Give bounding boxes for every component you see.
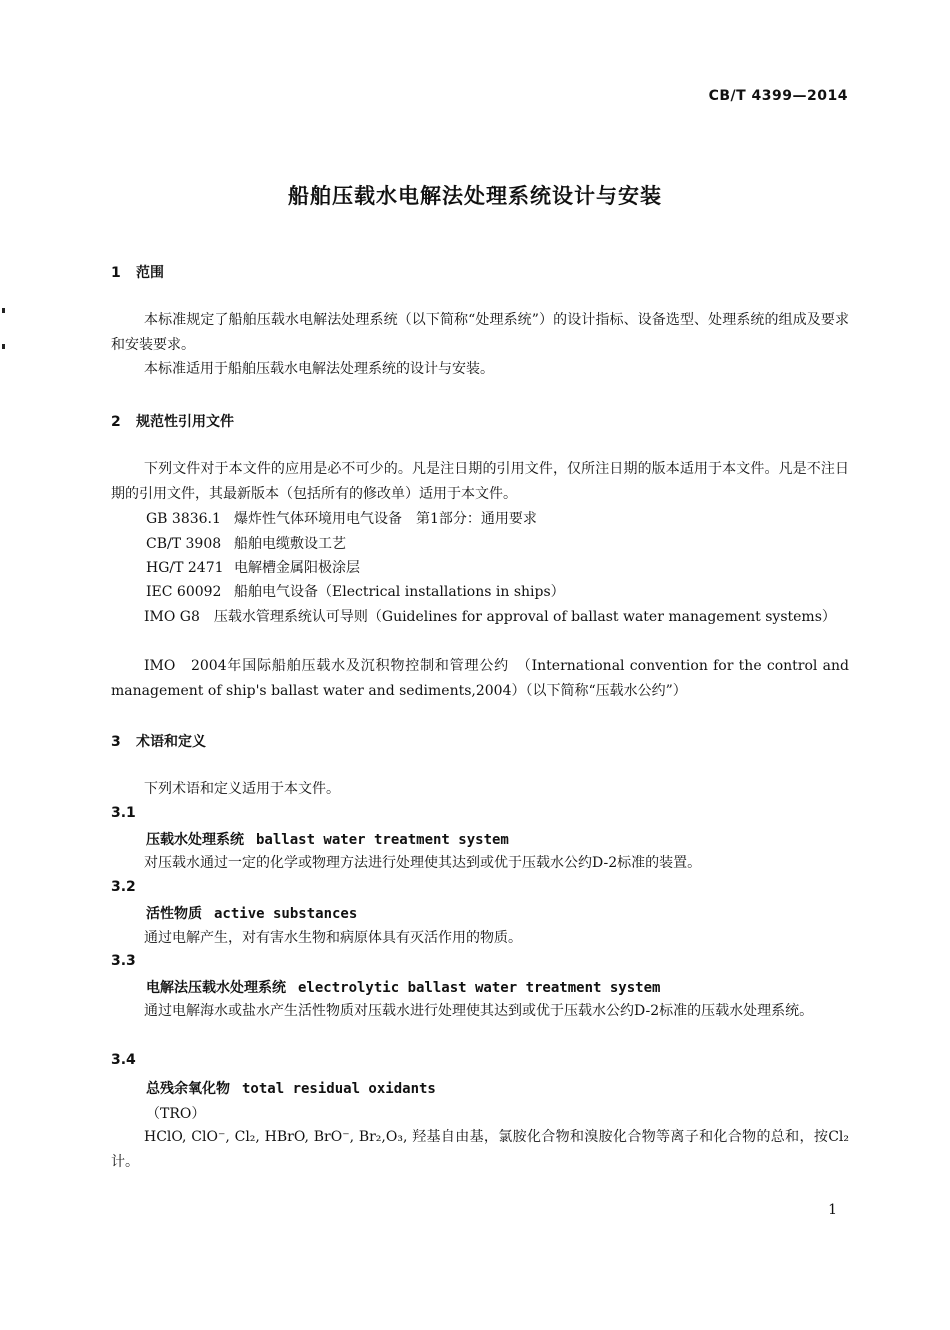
term-abbreviation: （TRO） xyxy=(146,1106,206,1122)
term-en: active substances xyxy=(214,906,358,922)
scope-paragraph-1: 本标准规定了船舶压载水电解法处理系统（以下简称“处理系统”）的设计指标、设备选型、处理系统的组成及要求和安装要求。 xyxy=(111,312,849,353)
term-number: 3.1 xyxy=(111,805,136,821)
reference-item xyxy=(146,557,360,577)
term-en: electrolytic ballast water treatment system xyxy=(298,980,661,996)
term-en: ballast water treatment system xyxy=(256,832,509,848)
term-heading xyxy=(146,829,509,849)
section-3-heading xyxy=(111,731,206,751)
term-number: 3.2 xyxy=(111,879,136,895)
reference-item xyxy=(146,581,565,601)
scope-paragraph-2: 本标准适用于船舶压载水电解法处理系统的设计与安装。 xyxy=(144,361,494,377)
term-number: 3.4 xyxy=(111,1052,136,1068)
term-number: 3.3 xyxy=(111,953,136,969)
term-definition: 对压载水通过一定的化学或物理方法进行处理使其达到或优于压载水公约D-2标准的装置。 xyxy=(144,855,702,871)
reference-code: GB 3836.1 xyxy=(146,511,221,527)
section-title: 范围 xyxy=(136,265,164,281)
page-number: 1 xyxy=(828,1202,837,1218)
term-zh: 活性物质 xyxy=(146,906,202,922)
references-intro: 下列文件对于本文件的应用是必不可少的。凡是注日期的引用文件，仅所注日期的版本适用于本文件。凡是不注日期的引用文件，其最新版本（包括所有的修改单）适用于本文件。 xyxy=(111,461,849,502)
section-number: 3 xyxy=(111,734,121,750)
reference-title: 爆炸性气体环境用电气设备 第1部分：通用要求 xyxy=(234,511,537,527)
scan-mark xyxy=(2,344,5,349)
section-title: 规范性引用文件 xyxy=(136,414,234,430)
reference-title: 船舶电缆敷设工艺 xyxy=(234,536,346,552)
section-number: 2 xyxy=(111,414,121,430)
term-zh: 电解法压载水处理系统 xyxy=(146,980,286,996)
term-heading xyxy=(146,977,660,997)
terms-intro: 下列术语和定义适用于本文件。 xyxy=(144,781,340,797)
reference-code: CB/T 3908 xyxy=(146,536,222,552)
reference-title: 电解槽金属阳极涂层 xyxy=(234,560,360,576)
reference-code: HG/T 2471 xyxy=(146,560,224,576)
term-zh: 压载水处理系统 xyxy=(146,832,244,848)
section-1-heading xyxy=(111,262,164,282)
term-definition: 通过电解海水或盐水产生活性物质对压载水进行处理使其达到或优于压载水公约D-2标准的压载水处理系统。 xyxy=(144,1003,814,1019)
reference-imo-2004: IMO 2004年国际船舶压载水及沉积物控制和管理公约 （International convention for the control and management of ship's ballast water and sediments,2004）（以下简称“压载水公约”） xyxy=(111,658,849,699)
document-title: 船舶压载水电解法处理系统设计与安装 xyxy=(288,184,662,208)
term-heading xyxy=(146,1078,436,1098)
reference-imo-g8: IMO G8 压载水管理系统认可导则（Guidelines for approval of ballast water management systems） xyxy=(144,609,836,625)
term-heading xyxy=(146,903,357,923)
reference-code: IEC 60092 xyxy=(146,584,222,600)
reference-item xyxy=(146,508,537,528)
section-2-heading xyxy=(111,411,234,431)
section-title: 术语和定义 xyxy=(136,734,206,750)
term-zh: 总残余氧化物 xyxy=(146,1081,230,1097)
section-number: 1 xyxy=(111,265,121,281)
standard-code: CB/T 4399—2014 xyxy=(708,88,848,104)
term-en: total residual oxidants xyxy=(242,1081,436,1097)
term-definition: 通过电解产生，对有害水生物和病原体具有灭活作用的物质。 xyxy=(144,930,522,946)
reference-title: 船舶电气设备（Electrical installations in ships） xyxy=(234,584,565,600)
term-definition: HClO, ClO⁻, Cl₂, HBrO, BrO⁻, Br₂,O₃, 羟基自由基，氯胺化合物和溴胺化合物等离子和化合物的总和，按Cl₂计。 xyxy=(111,1129,849,1170)
scan-mark xyxy=(2,308,5,313)
reference-item xyxy=(146,533,346,553)
